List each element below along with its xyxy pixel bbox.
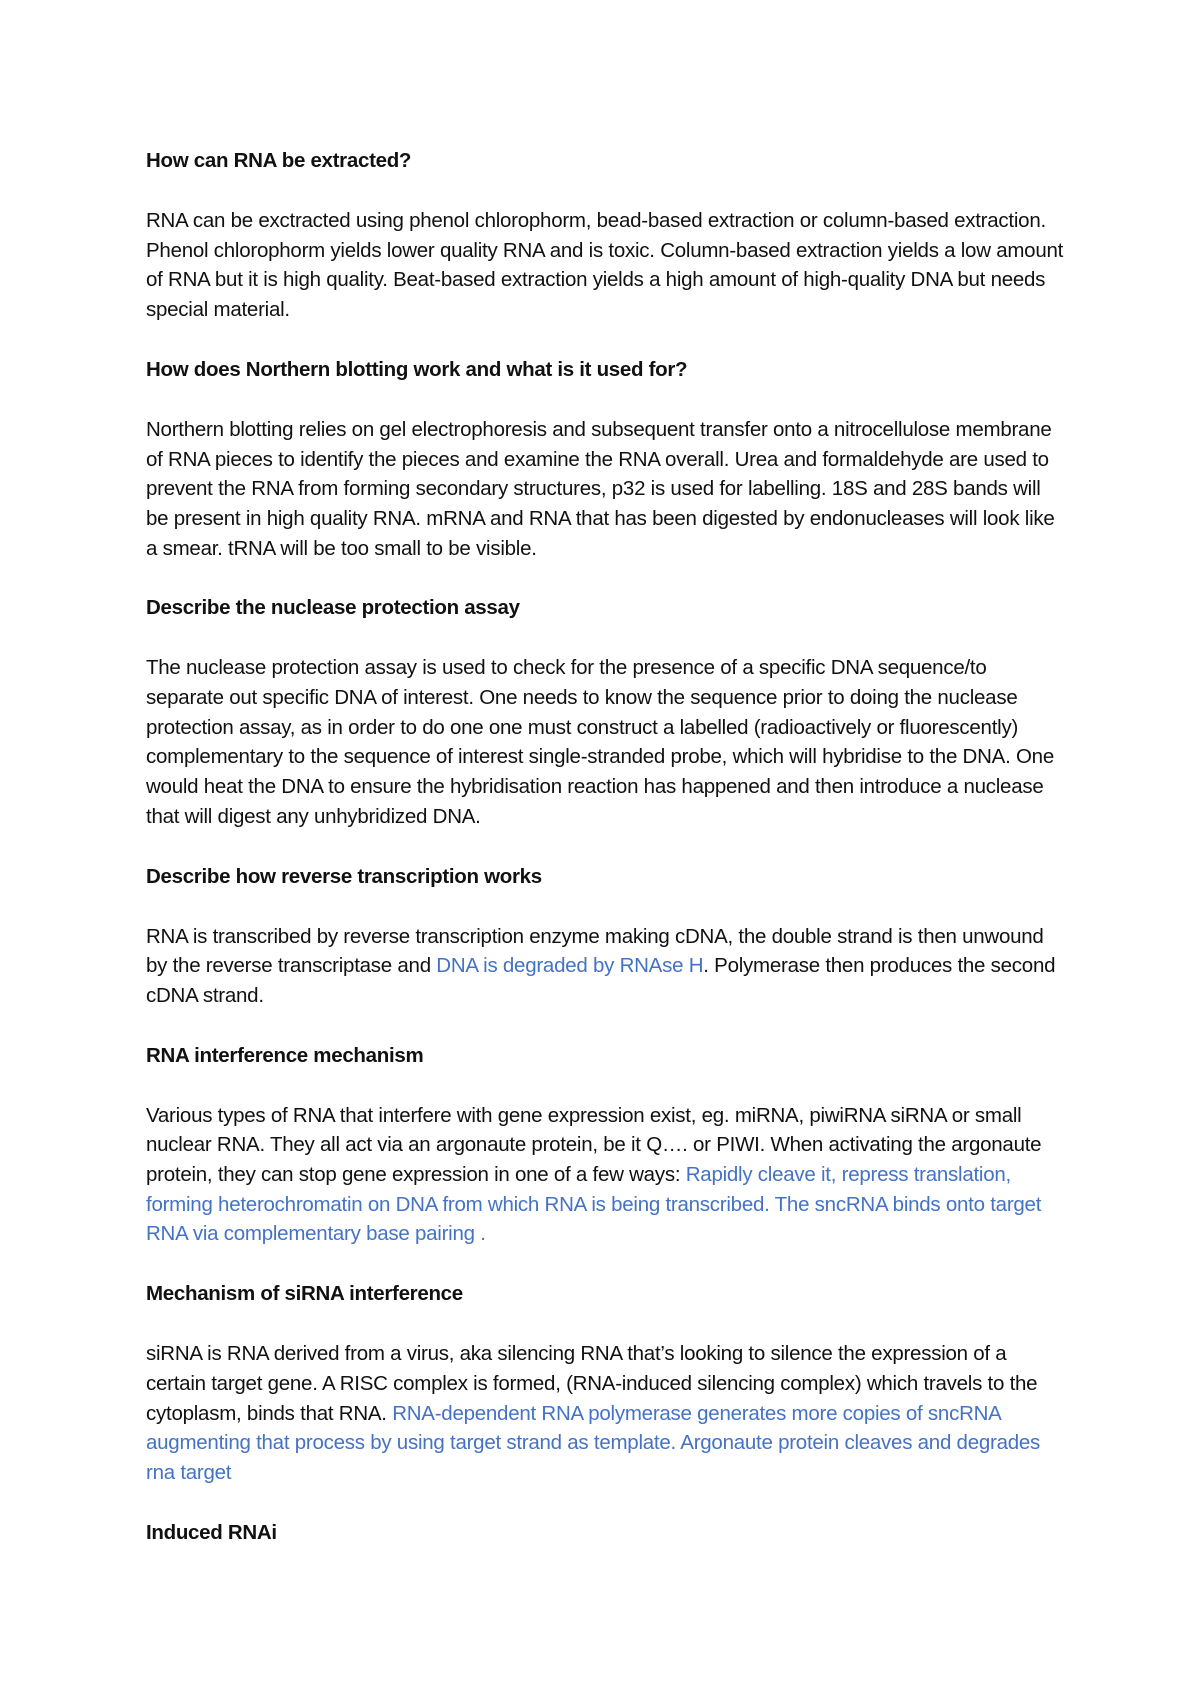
body-text: Various types of RNA that interfere with gene expression exist, eg. miRNA, piwiRNA siRNA or small nuclear RNA. They all act via an argonaute protein, be it Q…. or PIWI. When activating the argonaute protein, they can stop gene expression in one of a few ways:: [146, 1103, 1042, 1187]
document-content: [146, 146, 1066, 1578]
highlighted-text: Rapidly cleave it, repress translation, forming heterochromatin on DNA from which RNA is being transcribed. The sncRNA binds onto target RNA via complementary base pairing .: [146, 1163, 1042, 1246]
section-body: RNA can be exctracted using phenol chlorophorm, bead-based extraction or column-based extraction. Phenol chlorophorm yields lower quality RNA and is toxic. Column-based extraction yields a low amount of RNA but it is high quality. Beat-based extraction yields a high amount of high-quality DNA but needs special material.: [146, 209, 1064, 322]
body-text: . Polymerase then produces the second cDNA strand.: [146, 954, 1056, 1007]
section-body: The nuclease protection assay is used to check for the presence of a specific DNA sequence/to separate out specific DNA of interest. One needs to know the sequence prior to doing the nuclease protection assay, as in order to do one one must construct a labelled (radioactively or fluorescently) complementary to the sequence of interest single-stranded probe, which will hybridise to the DNA. One would heat the DNA to ensure the hybridisation reaction has happened and then introduce a nuclease that will digest any unhybridized DNA.: [146, 656, 1054, 828]
section-heading: RNA interference mechanism: [146, 1043, 424, 1067]
body-text: RNA is transcribed by reverse transcription enzyme making cDNA, the double strand is then unwound by the reverse transcriptase and: [146, 924, 1044, 978]
highlighted-text: DNA is degraded by RNAse H: [436, 954, 704, 978]
section-heading: Describe the nuclease protection assay: [146, 596, 520, 620]
section-body: [146, 1339, 1066, 1488]
section-heading: Induced RNAi: [146, 1520, 277, 1544]
section-body: [146, 922, 1066, 1011]
section-heading: How does Northern blotting work and what is it used for?: [146, 357, 688, 381]
highlighted-text: RNA-dependent RNA polymerase generates more copies of sncRNA augmenting that process by using target strand as template. Argonaute protein cleaves and degrades rna target: [146, 1401, 1041, 1484]
section-heading: How can RNA be extracted?: [146, 149, 412, 172]
section-body: Northern blotting relies on gel electrophoresis and subsequent transfer onto a nitrocellulose membrane of RNA pieces to identify the pieces and examine the RNA overall. Urea and formaldehyde are used to prevent the RNA from forming secondary structures, p32 is used for labelling. 18S and 28S bands will be present in high quality RNA. mRNA and RNA that has been digested by endonucleases will look like a smear. tRNA will be too small to be visible.: [146, 417, 1055, 560]
section-heading: Mechanism of siRNA interference: [146, 1282, 463, 1306]
body-text: siRNA is RNA derived from a virus, aka silencing RNA that’s looking to silence the expression of a certain target gene. A RISC complex is formed, (RNA-induced silencing complex) which travels to the cytoplasm, binds that RNA.: [146, 1342, 1038, 1425]
section-body: [146, 1101, 1066, 1250]
section-heading: Describe how reverse transcription works: [146, 864, 542, 888]
